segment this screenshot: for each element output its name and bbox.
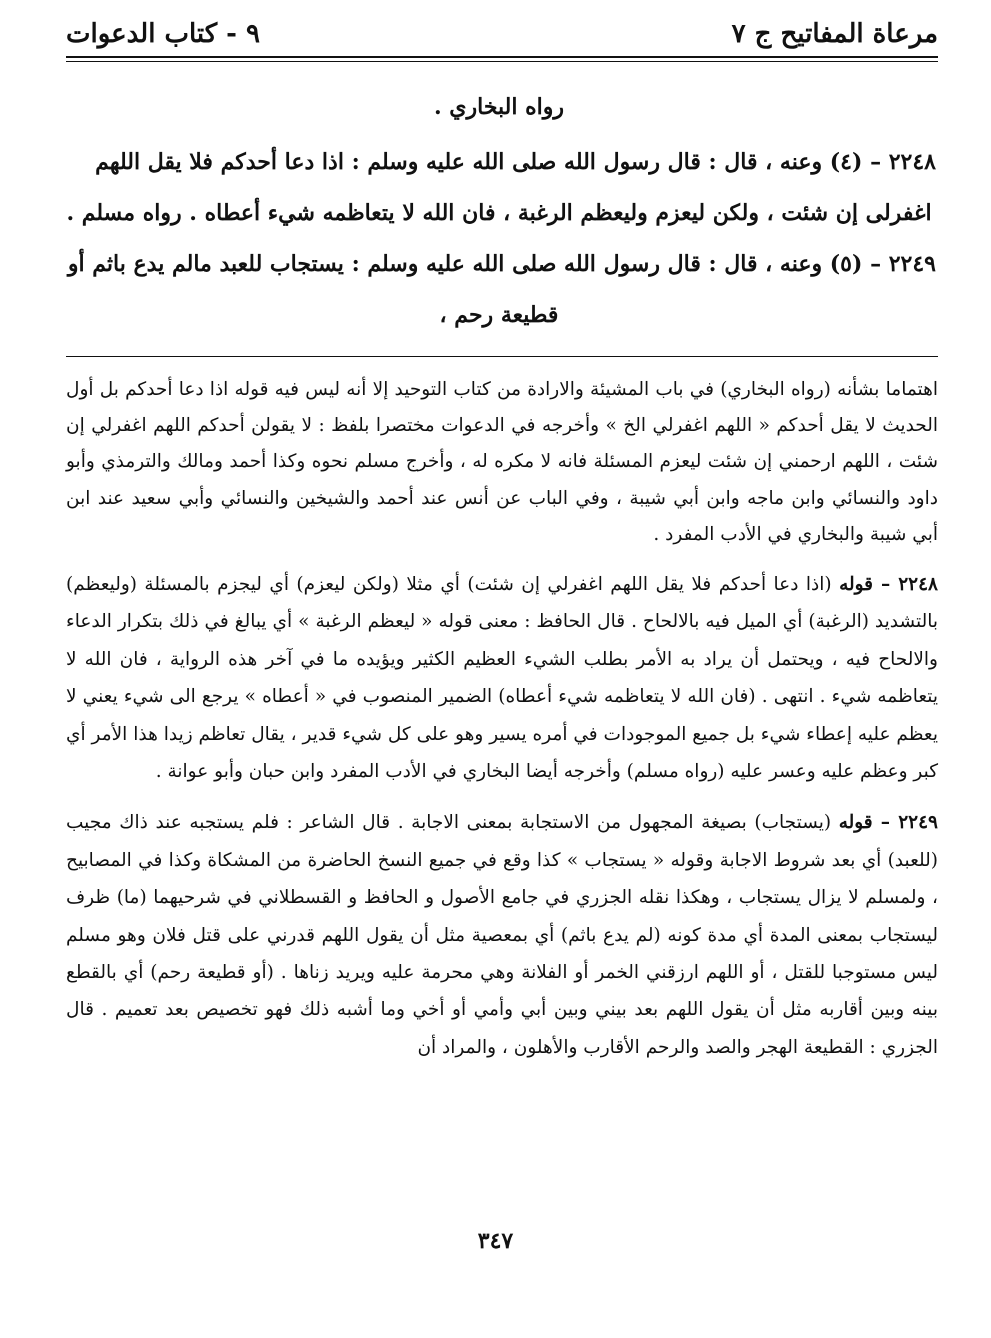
attribution: رواه البخاري . [433,94,565,120]
commentary-paragraph-2 [66,566,938,790]
header-rule [66,56,938,58]
running-header [66,14,938,54]
header-rule-thin [66,61,938,62]
hadith-2249-line-1: ٢٢٤٩ – (٥) وعنه ، قال : قال رسول الله صلى الله عليه وسلم : يستجاب للعبد مالم يدع باثم أو [67,251,936,277]
commentary-paragraph-3 [66,804,938,1066]
book-title: مرعاة المفاتيح ج ٧ [731,19,938,49]
hadith-2249-line-2: قطيعة رحم ، [439,302,559,328]
commentary-paragraph-1: اهتماما بشأنه (رواه البخاري) في باب المشيئة والارادة من كتاب التوحيد إلا أنه ليس فيه قوله اذا دعا أحدكم بل أول الحديث لا يقل أحدكم « اللهم اغفرلي الخ » وأخرجه في الدعوات مختصرا بلفظ : لا يقولن أحدكم اللهم اغفرلي إن شئت ، اللهم ارحمني إن شئت ليعزم المسئلة فانه لا مكره له ، وأخرج مسلم نحوه وكذا أحمد ومالك والترمذي وأبو داود والنسائي وابن ماجه وابن أبي شيبة ، وفي الباب عن أنس عند أحمد والشيخين والنسائي وأبي سعيد عند ابن أبي شيبة والبخاري في الأدب المفرد . [66,379,938,545]
hadith-2248-line-2: اغفرلى إن شئت ، ولكن ليعزم وليعظم الرغبة ، فان الله لا يتعاظمه شيء أعطاه . رواه مسلم . [66,200,932,226]
page-number: ٣٤٧ [477,1228,514,1254]
commentary-2248-text: (اذا دعا أحدكم فلا يقل اللهم اغفرلي إن شئت) أي مثلا (ولكن ليعزم) أي ليجزم بالمسئلة (وليعظم) بالتشديد (الرغبة) أي الميل فيه بالالحاح . قال الحافظ : معنى قوله « ليعظم الرغبة » أي يبالغ في ذلك بتكرار الدعاء والالحاح فيه ، ويحتمل أن يراد به الأمر بطلب الشيء العظيم الكثير ويؤيده ما في آخر هذه الرواية ، فان الله لا يتعاظمه شيء . انتهى . (فان الله لا يتعاظمه شيء أعطاه) الضمير المنصوب في « أعطاه » يرجع الى شيء يعني لا يعظم عليه إعطاء شيء بل جميع الموجودات في أمره يسير وهو على كل شيء قدير ، يقال تعاظم زيدا هذا الأمر أي كبر وعظم عليه وعسر عليه (رواه مسلم) وأخرجه أيضا البخاري في الأدب المفرد وابن حبان وأبو عوانة . [66,574,938,783]
note-lead-2249: ٢٢٤٩ – قوله [838,812,938,834]
hadith-2248-line-1: ٢٢٤٨ – (٤) وعنه ، قال : قال رسول الله صلى الله عليه وسلم : اذا دعا أحدكم فلا يقل اللهم [95,149,936,175]
commentary-2249-text: (يستجاب) بصيغة المجهول من الاستجابة بمعنى الاجابة . قال الشاعر : فلم يستجبه عند ذاك مجيب (للعبد) أي بعد شروط الاجابة وقوله « يستجاب » كذا وقع في جميع النسخ الحاضرة من المشكاة وكذا في المصابيح ، ولمسلم لا يزال يستجاب ، وهكذا نقله الجزري في جامع الأصول و الحافظ و القسطلاني في شرحيهما (ما) ظرف ليستجاب بمعنى المدة أي مدة كونه (لم يدع باثم) أي بمعصية مثل أن يقول اللهم قدرني على قتل فلان وهو مسلم ليس مستوجبا للقتل ، أو اللهم ارزقني الخمر أو الفلانة وهي محرمة عليه ويريد زناها . (أو قطيعة رحم) أي بالقطع بينه وبين أقاربه مثل أن يقول اللهم بعد بيني وبين أبي وأمي أو أخي وما أشبه ذلك فهو تخصيص بعد تعميم . قال الجزري : القطيعة الهجر والصد والرحم الأقارب والأهلون ، والمراد أن [66,812,938,1058]
note-lead-2248: ٢٢٤٨ – قوله [839,574,938,596]
text-commentary-divider [66,356,938,357]
hadith-text [62,96,936,341]
commentary [66,372,938,1066]
section-title: ٩ - كتاب الدعوات [66,19,260,49]
